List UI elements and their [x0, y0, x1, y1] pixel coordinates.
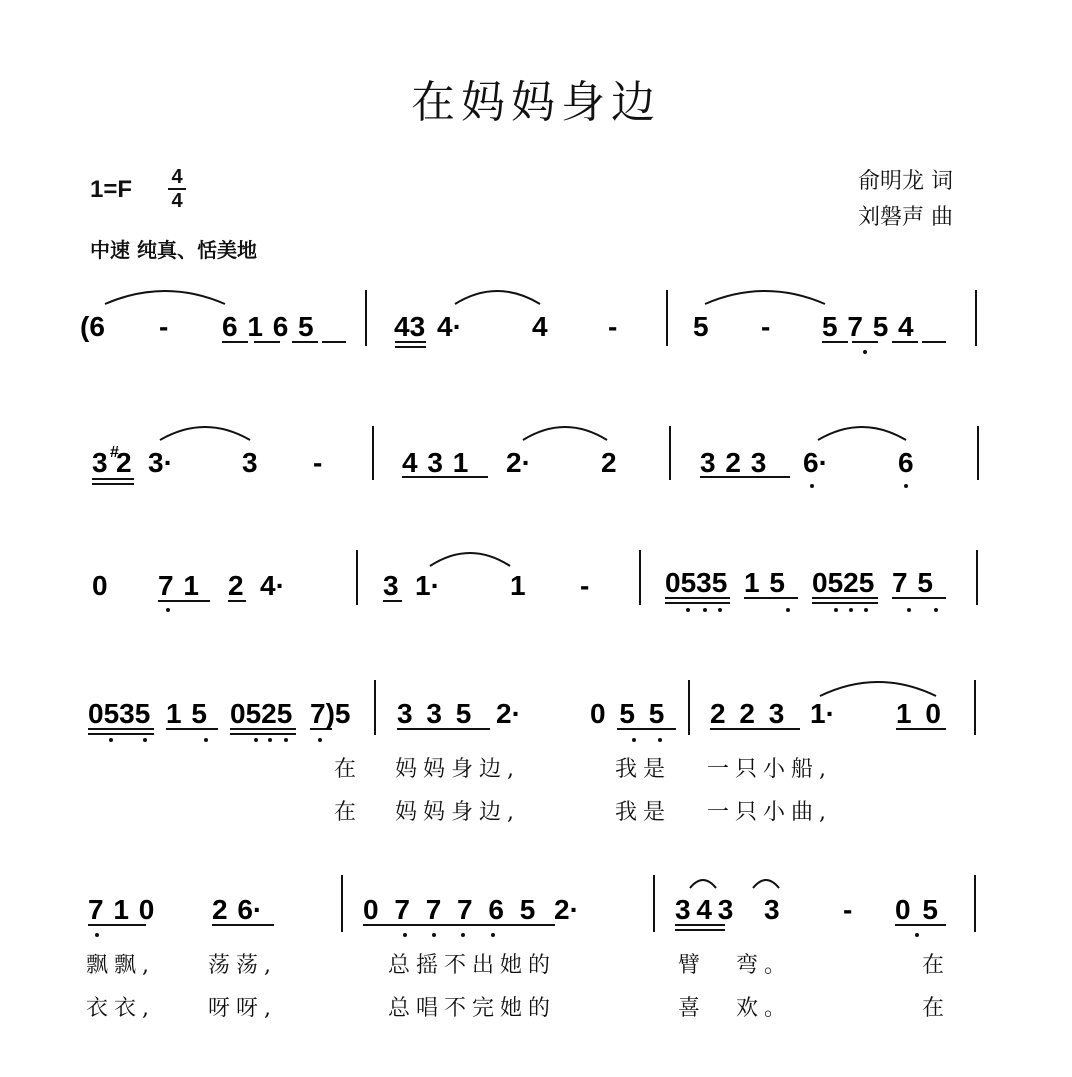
lyric: 总摇不出她的 [388, 953, 557, 978]
note-group: 2 6· [212, 894, 263, 925]
note-group: (6 [80, 311, 105, 342]
lyric: 飘飘, [86, 953, 155, 978]
note-group: 2 [116, 447, 132, 478]
note-group: 2· [554, 894, 579, 925]
note-group: 4· [437, 311, 462, 342]
note-group: 3 [764, 894, 780, 925]
lyric: 在 [334, 757, 363, 782]
lyric: 总唱不完她的 [388, 996, 557, 1021]
lyric: 喜 [678, 996, 707, 1021]
note-group: 1· [415, 570, 440, 601]
note-group: 7 5 [892, 567, 933, 598]
lyric: 臂 [678, 953, 707, 978]
lyric: 妈妈身边, [395, 757, 520, 782]
note-group: 4 3 1 [402, 447, 469, 478]
composer-credit: 刘磐声 曲 [858, 205, 953, 230]
note-group: 5 [693, 311, 709, 342]
note-group: 6· [803, 447, 828, 478]
note-group: 5 7 5 4 [822, 311, 914, 342]
lyric: 妈妈身边, [395, 800, 520, 825]
note-group: 4 [532, 311, 548, 342]
note-group: 6 [898, 447, 914, 478]
note-group: 43 [394, 311, 426, 342]
note-group: 2· [496, 698, 521, 729]
note-group: 2 2 3 [710, 698, 785, 729]
key-signature: 1=F [90, 176, 133, 203]
time-signature-top: 4 [171, 166, 183, 188]
note-group: 2 [601, 447, 617, 478]
note-group: 0525 [230, 698, 293, 729]
note-group: 7 1 0 [88, 894, 155, 925]
lyric: 荡荡, [208, 953, 277, 978]
note-group: 0 [92, 570, 108, 601]
lyric: 一只小船, [707, 757, 832, 782]
note-group: - [159, 311, 169, 342]
note-group: 0525 [812, 567, 875, 598]
note-group: - [761, 311, 771, 342]
time-signature-bottom: 4 [171, 190, 183, 212]
note-group: 1 [510, 570, 526, 601]
note-group: 0535 [88, 698, 151, 729]
note-group: 6 1 6 5 [222, 311, 314, 342]
page-title: 在妈妈身边 [411, 77, 661, 128]
tempo-marking: 中速 纯真、恬美地 [90, 238, 257, 262]
lyric: 一只小曲, [707, 800, 832, 825]
note-group: 0535 [665, 567, 728, 598]
note-group: 2 [228, 570, 244, 601]
note-group: 3· [148, 447, 173, 478]
note-group: - [580, 570, 590, 601]
lyric: 我是 [615, 757, 672, 782]
note-group: - [313, 447, 323, 478]
note-group: 3 [242, 447, 258, 478]
note-group: 3 3 5 [397, 698, 472, 729]
lyric: 衣衣, [86, 996, 155, 1021]
note-group: - [608, 311, 618, 342]
note-group: 0 7 7 7 6 5 [363, 894, 536, 925]
note-group: 7)5 [310, 698, 351, 729]
note-group: 7 1 [158, 570, 199, 601]
lyric: 在 [922, 953, 951, 978]
lyric: 在 [334, 800, 363, 825]
lyric: 我是 [615, 800, 672, 825]
note-group: 0 5 5 [590, 698, 665, 729]
note-group: 4· [260, 570, 285, 601]
note-group: 3 4 3 [675, 894, 734, 925]
lyric: 在 [922, 996, 951, 1021]
note-group: 1· [810, 698, 835, 729]
lyric: 呀呀, [208, 996, 277, 1021]
note-group: 1 5 [744, 567, 785, 598]
note-group: 3 [92, 447, 108, 478]
note-group: 3 [383, 570, 399, 601]
note-group: - [843, 894, 853, 925]
lyric: 弯。 [736, 953, 793, 978]
note-group: 3 2 3 [700, 447, 767, 478]
note-group: 1 5 [166, 698, 207, 729]
note-group: 1 0 [896, 698, 941, 729]
lyric: 欢。 [736, 996, 793, 1021]
sharp-sign: # [110, 444, 119, 461]
note-group: 0 5 [895, 894, 938, 925]
lyricist-credit: 俞明龙 词 [858, 169, 953, 194]
note-group: 2· [506, 447, 531, 478]
